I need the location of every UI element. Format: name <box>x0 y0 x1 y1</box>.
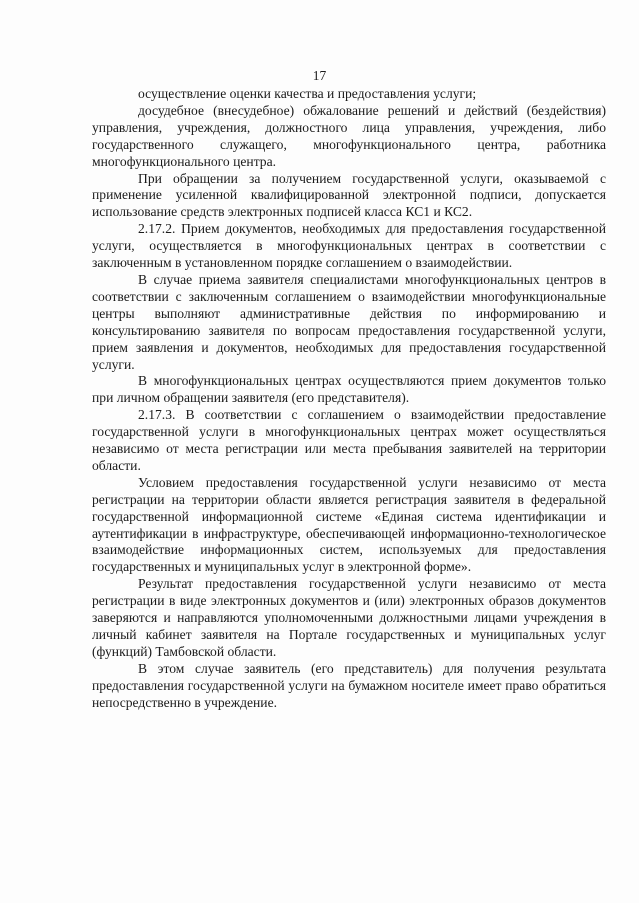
paragraph-result-electronic: Результат предоставления государственной услуги независимо от места регистрации в виде электронных документов и (или) электронных образов документов заверяются и направляются уполномоченными должностными лицами учреждения в личный кабинет заявителя на Портале государственных и муниципальных услуг (функций) Тамбовской области. <box>92 576 606 659</box>
paragraph-2-17-2: 2.17.2. Прием документов, необходимых для предоставления государственной услуги, осуществляется в многофункциональных центрах в соответствии с заключенным в установленном порядке соглашением о взаимодействии. <box>92 221 606 271</box>
document-body <box>92 86 606 712</box>
paragraph-paper-result: В этом случае заявитель (его представитель) для получения результата предоставления государственной услуги на бумажном носителе имеет право обратиться непосредственно в учреждение. <box>92 660 606 710</box>
paragraph-quality-assessment: осуществление оценки качества и предоставления услуги; <box>138 86 477 101</box>
paragraph-personal-appeal: В многофункциональных центрах осуществляются прием документов только при личном обращении заявителя (его представителя). <box>92 373 606 406</box>
paragraph-mfc-specialists: В случае приема заявителя специалистами многофункциональных центров в соответствии с заключенным соглашением о взаимодействии многофункциональные центры выполняют административные действия по информированию и консультированию заявителя по вопросам предоставления государственной услуги, прием заявления и документов, необходимых для предоставления государственной услуги. <box>92 271 606 372</box>
paragraph-2-17-3: 2.17.3. В соответствии с соглашением о взаимодействии предоставление государственной услуги в многофункциональных центрах может осуществляться независимо от места регистрации или места пребывания заявителей на территории области. <box>92 407 606 473</box>
page-number: 17 <box>312 68 327 83</box>
paragraph-electronic-signature: При обращении за получением государственной услуги, оказываемой с применение усиленной квалифицированной электронной подписи, допускается использование средств электронных подписей класса КС1 и КС2. <box>92 170 606 220</box>
paragraph-pretrial-appeal: досудебное (внесудебное) обжалование решений и действий (бездействия) управления, учреждения, должностного лица управления, учреждения, либо государственного служащего, многофункционального центра, работника многофункционального центра. <box>92 102 606 169</box>
paragraph-esia-registration: Условием предоставления государственной услуги независимо от места регистрации на территории области является регистрация заявителя в федеральной государственной информационной системе «Единая система идентификации и аутентификации в инфраструктуре, обеспечивающей информационно-технологическое взаимодействие информационных систем, используемых для предоставления государственных и муниципальных услуг в электронной форме». <box>92 474 606 575</box>
